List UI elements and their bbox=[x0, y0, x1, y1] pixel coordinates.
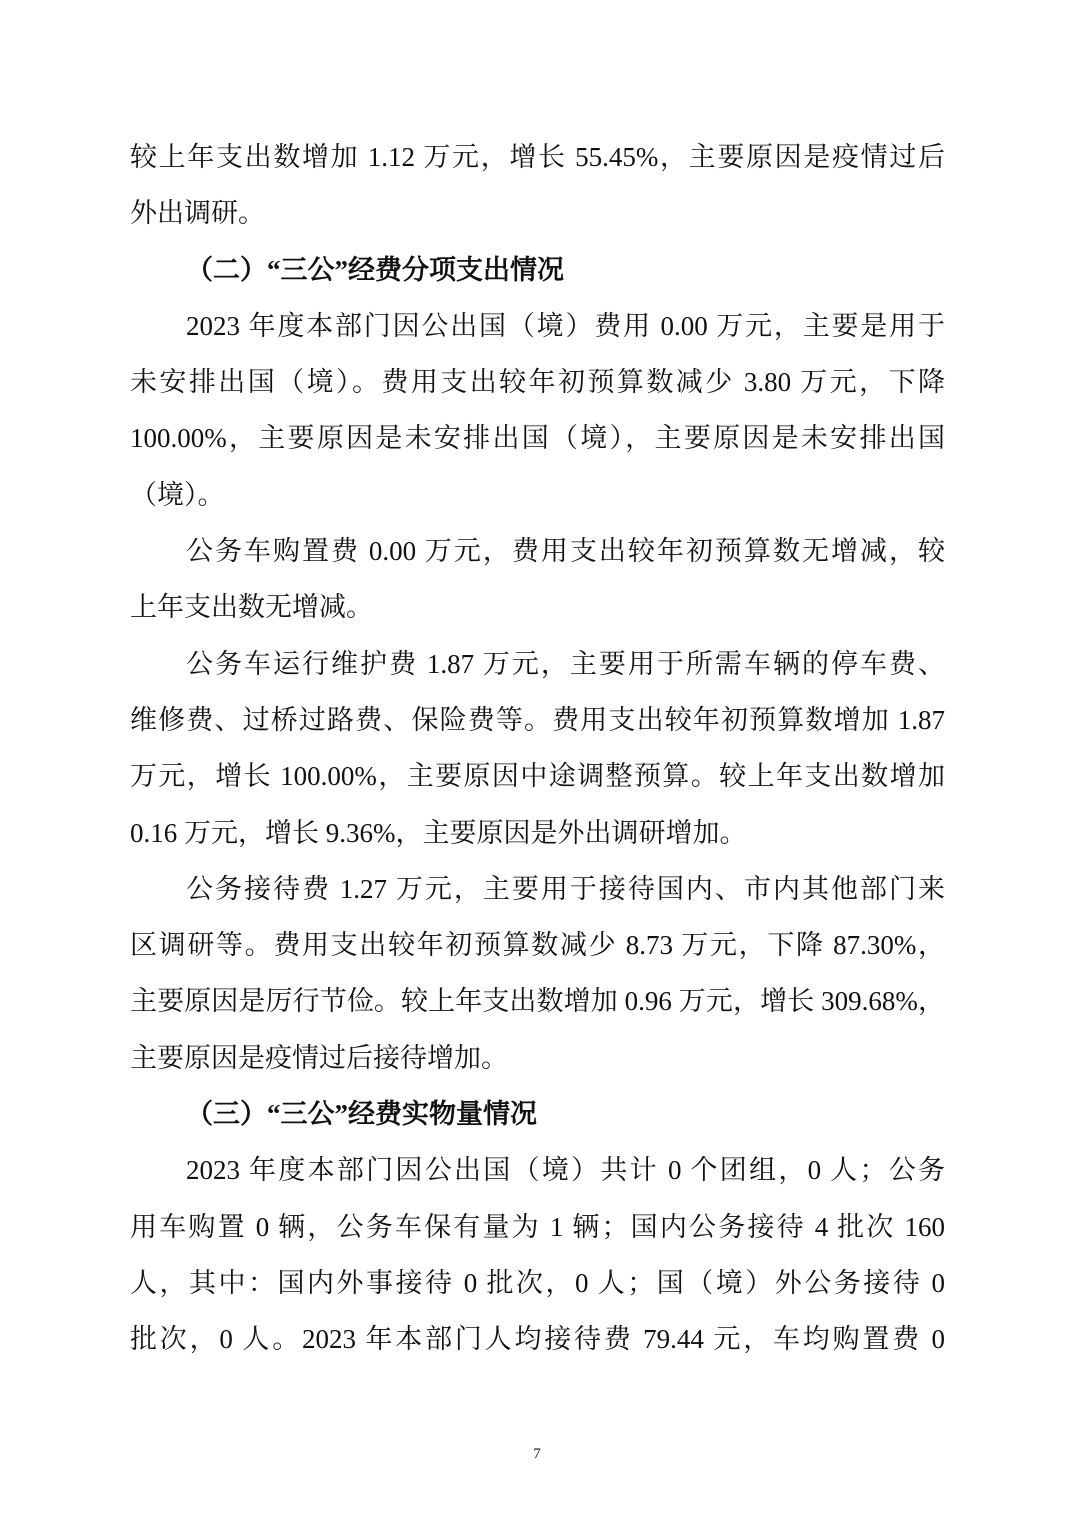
text-line: 2023 年度本部门因公出国（境）共计 0 个团组，0 人；公务 bbox=[186, 1155, 945, 1186]
text-line: 未安排出国（境）。费用支出较年初预算数减少 3.80 万元，下降 bbox=[130, 367, 945, 398]
text-line: 万元，增长 100.00%，主要原因中途调整预算。较上年支出数增加 bbox=[130, 761, 945, 792]
text-line: 公务接待费 1.27 万元，主要用于接待国内、市内其他部门来 bbox=[186, 873, 945, 904]
text-line: 公务车购置费 0.00 万元，费用支出较年初预算数无增减，较 bbox=[186, 536, 945, 567]
text-line: 上年支出数无增减。 bbox=[130, 592, 373, 623]
document-body bbox=[130, 129, 945, 1368]
text-line: 人，其中：国内外事接待 0 批次，0 人；国（境）外公务接待 0 bbox=[130, 1267, 945, 1298]
text-line: 批次，0 人。2023 年本部门人均接待费 79.44 元，车均购置费 0 bbox=[130, 1324, 945, 1355]
text-line: 主要原因是厉行节俭。较上年支出数增加 0.96 万元，增长 309.68%， bbox=[130, 986, 945, 1017]
text-line: 2023 年度本部门因公出国（境）费用 0.00 万元，主要是用于 bbox=[186, 310, 945, 341]
text-line: 公务车运行维护费 1.87 万元，主要用于所需车辆的停车费、 bbox=[186, 648, 945, 679]
text-line: 外出调研。 bbox=[130, 198, 265, 229]
text-line: 100.00%，主要原因是未安排出国（境），主要原因是未安排出国 bbox=[130, 423, 945, 454]
text-line: 0.16 万元，增长 9.36%，主要原因是外出调研增加。 bbox=[130, 817, 747, 848]
text-line: 较上年支出数增加 1.12 万元，增长 55.45%，主要原因是疫情过后 bbox=[130, 142, 945, 172]
text-line: （境）。 bbox=[130, 479, 225, 510]
page-number: 7 bbox=[533, 1446, 541, 1462]
text-line: 维修费、过桥过路费、保险费等。费用支出较年初预算数增加 1.87 bbox=[130, 704, 945, 735]
text-line: 用车购置 0 辆，公务车保有量为 1 辆；国内公务接待 4 批次 160 bbox=[130, 1211, 945, 1242]
section-heading: （三）“三公”经费实物量情况 bbox=[186, 1099, 537, 1130]
text-line: 主要原因是疫情过后接待增加。 bbox=[130, 1042, 508, 1073]
section-heading: （二）“三公”经费分项支出情况 bbox=[186, 254, 564, 285]
text-line: 区调研等。费用支出较年初预算数减少 8.73 万元，下降 87.30%， bbox=[130, 930, 945, 961]
